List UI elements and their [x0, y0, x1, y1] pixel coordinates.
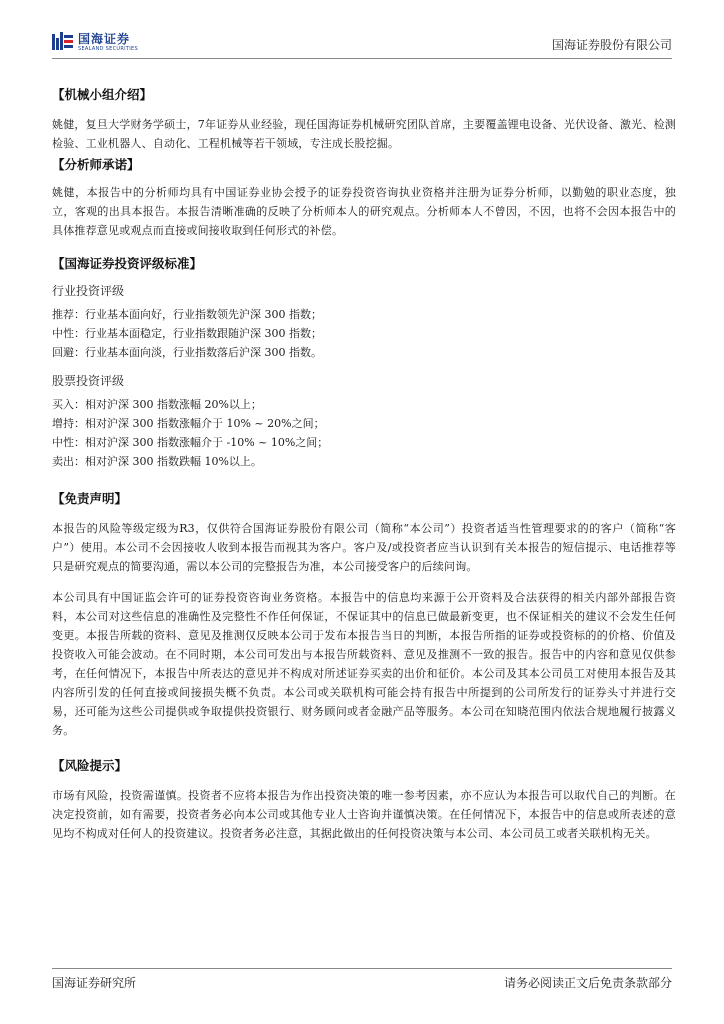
footer-disclaimer-note: 请务必阅读正文后免责条款部分	[503, 976, 672, 990]
stock-rating-title: 股票投资评级	[52, 374, 125, 388]
company-logo	[52, 32, 138, 52]
team-intro-text: 姚健，复旦大学财务学硕士，7年证券从业经验，现任国海证券机械研究团队首席，主要覆盖锂电设备、光伏设备、激光、检测检验、工业机器人、自动化、工程机械等若干领域，专注成长股挖掘。	[52, 118, 676, 150]
section-title-analyst-promise: 【分析师承诺】	[52, 157, 140, 172]
section-title-rating-standard: 【国海证券投资评级标准】	[52, 256, 203, 271]
company-name: 国海证券股份有限公司	[551, 38, 672, 52]
stock-rating-list	[52, 395, 676, 471]
risk-warning-text: 市场有风险，投资需谨慎。投资者不应将本报告为作出投资决策的唯一参考因素，亦不应认为本报告可以取代自己的判断。在决定投资前，如有需要，投资者务必向本公司或其他专业人士咨询并谨慎决策。在任何情况下，本报告中的信息或所表述的意见均不构成对任何人的投资建议。投资者务必注意，其据此做出的任何投资决策与本公司、本公司员工或者关联机构无关。	[52, 789, 676, 840]
stock-rating-item: 卖出：相对沪深 300 指数跌幅 10%以上。	[52, 455, 262, 468]
report-content	[52, 80, 676, 843]
disclaimer-paragraph-2: 本公司具有中国证监会许可的证券投资咨询业务资格。本报告中的信息均来源于公开资料及合法获得的相关内部外部报告资料，本公司对这些信息的准确性及完整性不作任何保证，不保证其中的信息已做最新变更，也不保证相关的建议不会发生任何变更。本报告所载的资料、意见及推测仅反映本公司于发布本报告当日的判断，本报告所指的证券或投资标的的价格、价值及投资收入可能会波动。在不同时期，本公司可发出与本报告所载资料、意见及推测不一致的报告。报告中的内容和意见仅供参考，在任何情况下，本报告中所表达的意见并不构成对所述证券买卖的出价和征价。本公司及其本公司员工对使用本报告及其内容所引发的任何直接或间接损失概不负责。本公司或关联机构可能会持有报告中所提到的公司所发行的证券头寸并进行交易，还可能为这些公司提供或争取提供投资银行、财务顾问或者金融产品等服务。本公司在知晓范围内依法合规地履行披露义务。	[52, 591, 676, 737]
stock-rating-item: 增持：相对沪深 300 指数涨幅介于 10% ~ 20%之间；	[52, 417, 325, 430]
stock-rating-item: 中性：相对沪深 300 指数涨幅介于 -10% ~ 10%之间；	[52, 436, 329, 449]
section-title-team-intro: 【机械小组介绍】	[52, 87, 153, 102]
analyst-promise-text: 姚健，本报告中的分析师均具有中国证券业协会授予的证券投资咨询执业资格并注册为证券分析师，以勤勉的职业态度，独立，客观的出具本报告。本报告清晰准确的反映了分析师本人的研究观点。分析师本人不曾因，不因，也将不会因本报告中的具体推荐意见或观点而直接或间接收取到任何形式的补偿。	[52, 186, 676, 237]
logo-en-text: SEALAND SECURITIES	[78, 45, 138, 52]
section-title-disclaimer: 【免责声明】	[52, 491, 128, 506]
industry-rating-item: 回避：行业基本面向淡，行业指数落后沪深 300 指数。	[52, 346, 322, 359]
header-divider	[52, 58, 672, 59]
industry-rating-item: 中性：行业基本面稳定，行业指数跟随沪深 300 指数；	[52, 327, 322, 340]
industry-rating-list	[52, 305, 676, 362]
section-title-risk-warning: 【风险提示】	[52, 758, 128, 773]
disclaimer-paragraph-1: 本报告的风险等级定级为R3，仅供符合国海证券股份有限公司（简称“本公司”）投资者适当性管理要求的的客户（简称“客户”）使用。本公司不会因接收人收到本报告而视其为客户。客户及/或投资者应当认识到有关本报告的短信提示、电话推荐等只是研究观点的简要沟通，需以本公司的完整报告为准，本公司接受客户的后续问询。	[52, 522, 676, 573]
footer-institute: 国海证券研究所	[52, 976, 137, 990]
page-header	[52, 30, 672, 56]
industry-rating-title: 行业投资评级	[52, 284, 125, 298]
sealand-logo-icon	[52, 32, 74, 52]
industry-rating-item: 推荐：行业基本面向好，行业指数领先沪深 300 指数；	[52, 308, 322, 321]
logo-cn-text: 国海证券	[78, 31, 131, 46]
footer-divider	[52, 968, 672, 969]
stock-rating-item: 买入：相对沪深 300 指数涨幅 20%以上；	[52, 398, 262, 411]
